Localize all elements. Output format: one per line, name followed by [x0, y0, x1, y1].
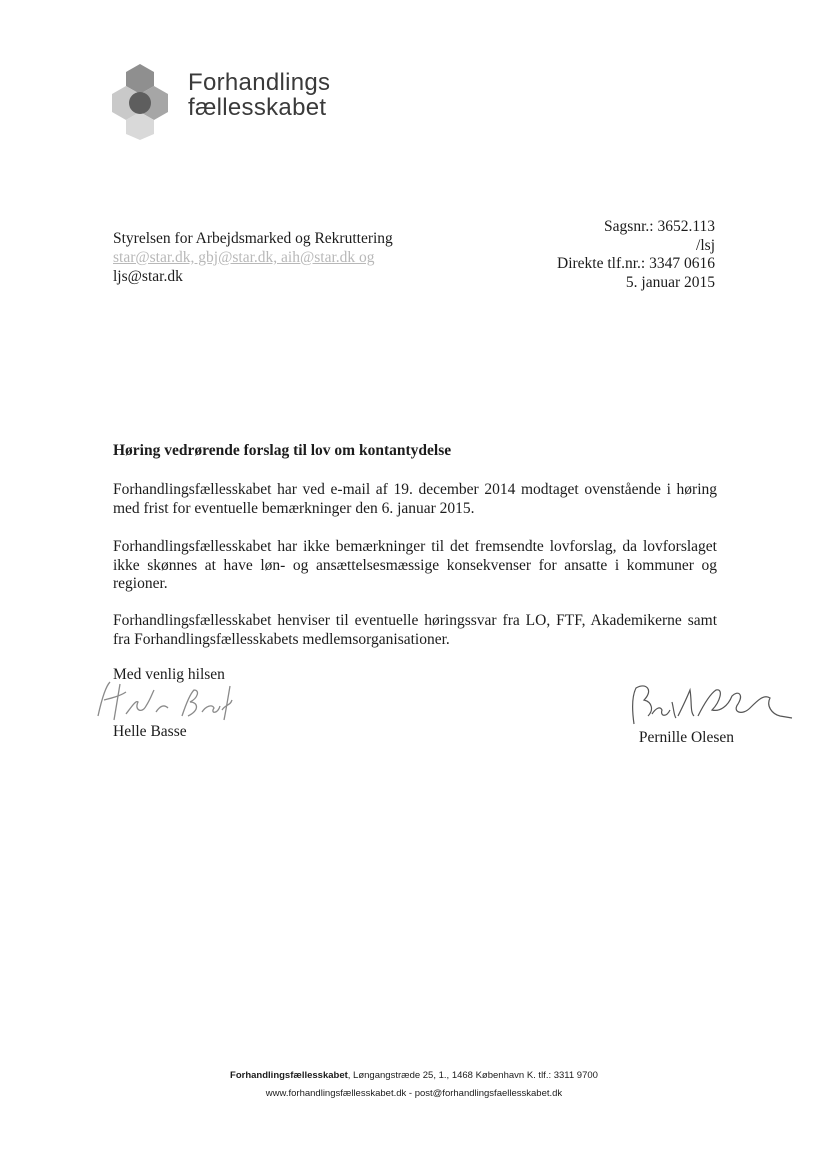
recipient-email[interactable]: ljs@star.dk [113, 268, 183, 285]
letter-date: 5. januar 2015 [625, 273, 715, 291]
closing: Med venlig hilsen [113, 666, 225, 683]
logo-icon [110, 62, 170, 142]
footer-web-line[interactable]: www.forhandlingsfællesskabet.dk - post@forhandlingsfaellesskabet.dk [265, 1088, 563, 1099]
signatory-right-name: Pernille Olesen [638, 729, 734, 746]
logo-line-1: Forhandlings [188, 69, 331, 96]
paragraph-3: Forhandlingsfællesskabet henviser til eventuelle høringssvar fra LO, FTF, Akademikerne samt fra Forhandlingsfællesskabets medlemsorganisationer. [113, 612, 717, 648]
signature-left [90, 676, 240, 726]
logo-line-2: fællesskabet [188, 94, 327, 121]
signatory-left-name: Helle Basse [113, 723, 187, 740]
recipient-cc-emails[interactable]: star@star.dk, gbj@star.dk, aih@star.dk og [113, 249, 375, 266]
paragraph-2: Forhandlingsfællesskabet har ikke bemærkninger til det fremsendte lovforslag, da lovforslaget ikke skønnes at have løn- og ansættelsesmæssige konsekvenser for ansatte i kommuner og regioner. [113, 538, 717, 592]
logo-text [188, 70, 330, 120]
direct-phone: Direkte tlf.nr.: 3347 0616 [557, 255, 715, 272]
footer-address: , Løngangstræde 25, 1., 1468 København K. tlf.: 3311 9700 [347, 1070, 598, 1081]
footer-address-line [0, 1067, 828, 1085]
paragraph-1: Forhandlingsfællesskabet har ved e-mail af 19. december 2014 modtaget ovenstående i høring med frist for eventuelle bemærkninger den 6. januar 2015. [113, 481, 717, 517]
recipient-name: Styrelsen for Arbejdsmarked og Rekruttering [113, 230, 393, 247]
footer [0, 1067, 828, 1103]
letter-subject: Høring vedrørende forslag til lov om kontantydelse [113, 442, 452, 459]
recipient-address [113, 229, 393, 286]
signature-right [620, 676, 795, 734]
case-number: Sagsnr.: 3652.113 [604, 218, 715, 235]
footer-org: Forhandlingsfællesskabet [230, 1070, 348, 1081]
letter-meta [557, 218, 715, 292]
initials: /lsj [696, 236, 715, 254]
